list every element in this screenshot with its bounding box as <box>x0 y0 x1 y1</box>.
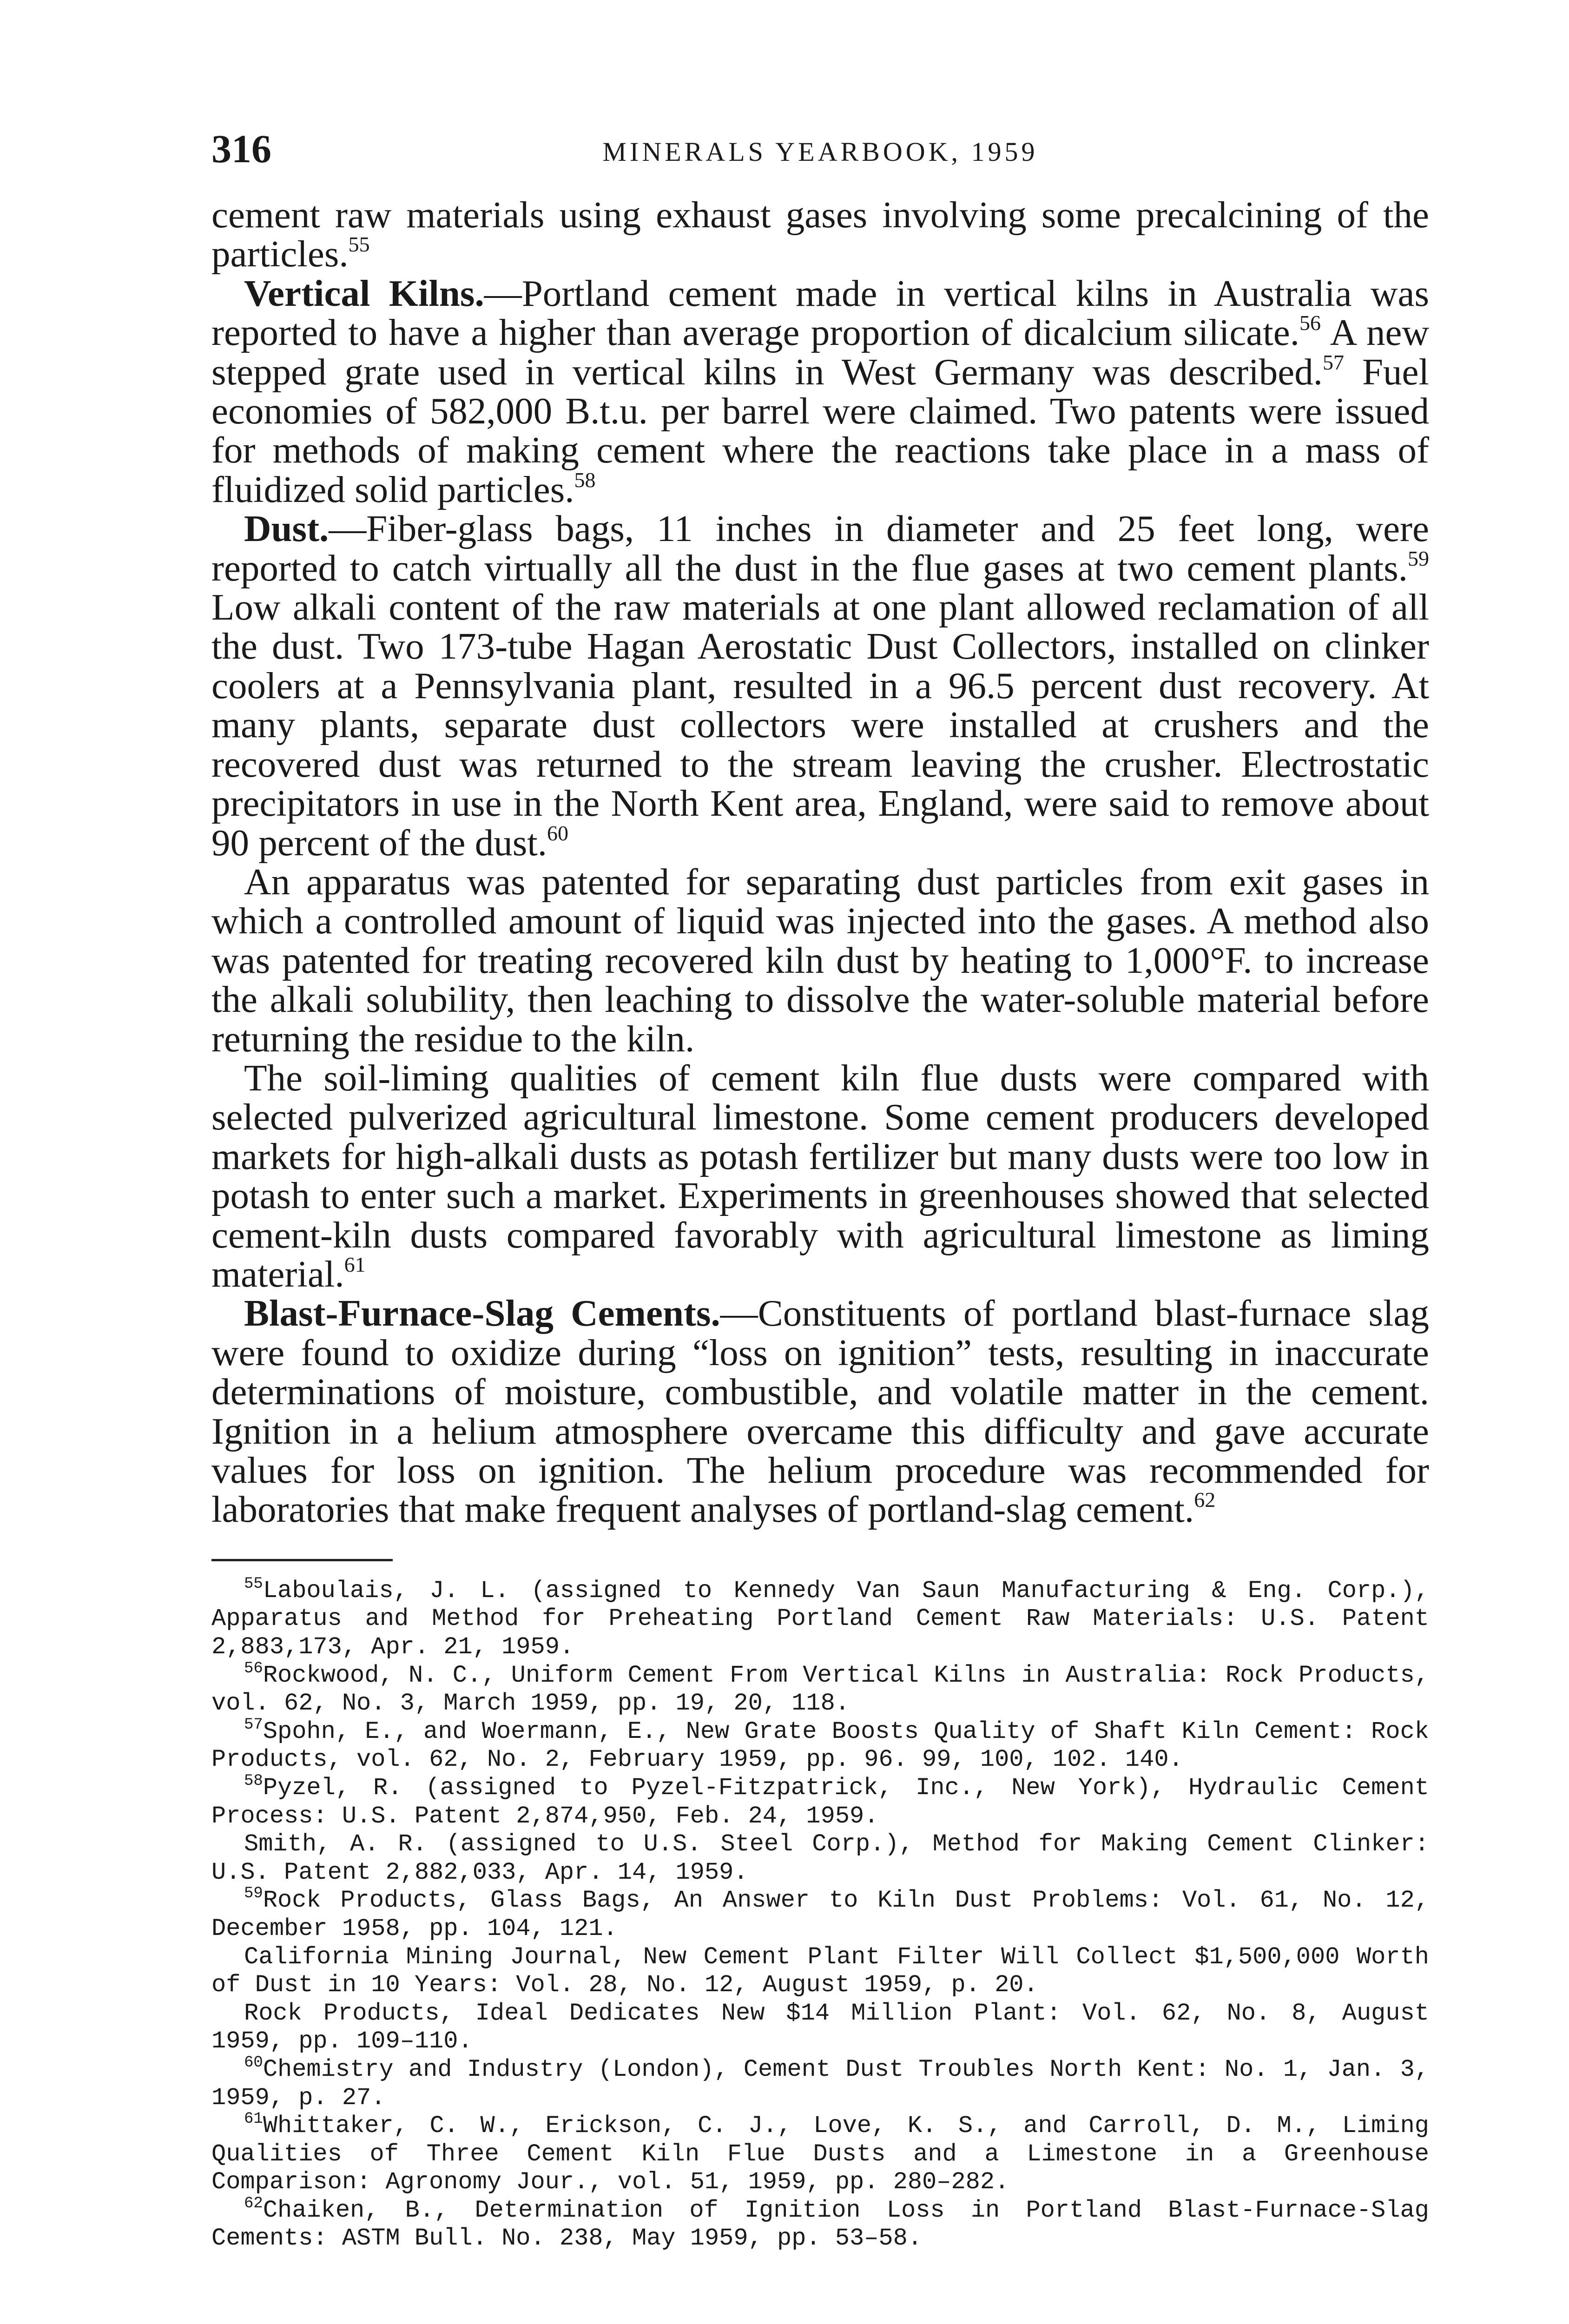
footnote-reference[interactable]: 60 <box>547 821 569 845</box>
footnote-number: 61 <box>244 2110 263 2128</box>
footnote-text: Chemistry and Industry (London), Cement Dust Troubles North Kent: No. 1, Jan. 3, 1959, p. 27. <box>211 2055 1429 2112</box>
paragraph-text: An apparatus was patented for separating dust particles from exit gases in which a controlled amount of liquid was injected into the gases. A method also was patented for treating recovered kiln dust by heating to 1,000°F. to increase the alkali solubility, then leaching to dissolve the water-soluble material before returning the residue to the kiln. <box>211 860 1429 1060</box>
footnote-reference[interactable]: 62 <box>1194 1488 1216 1512</box>
footnote-number: 58 <box>244 1772 263 1790</box>
footnote <box>211 1830 1429 1887</box>
footnote-text: Laboulais, J. L. (assigned to Kennedy Van Saun Manufacturing & Eng. Corp.), Apparatus and Method for Preheating Portland Cement Raw Materials: U.S. Patent 2,883,173, Apr. 21, 1959. <box>211 1577 1429 1661</box>
run-in-heading: Blast-Furnace-Slag Cements. <box>244 1292 720 1334</box>
paragraph-text: —Portland cement made in vertical kilns in Australia was reported to have a higher than average proportion of dicalcium silicate. <box>211 272 1429 354</box>
footnotes <box>211 1577 1429 2253</box>
body-text <box>211 195 1429 1529</box>
body-paragraph <box>211 509 1429 862</box>
footnote-reference[interactable]: 57 <box>1322 350 1344 374</box>
footnote-text: Rock Products, Ideal Dedicates New $14 Million Plant: Vol. 62, No. 8, August 1959, pp. 109–110. <box>211 1999 1429 2055</box>
body-paragraph <box>211 1294 1429 1529</box>
footnote-number: 56 <box>244 1659 263 1677</box>
paragraph-text: A new stepped grate used in vertical kilns in West Germany was described. <box>211 311 1429 393</box>
footnote-text: Spohn, E., and Woermann, E., New Grate Boosts Quality of Shaft Kiln Cement: Rock Products, vol. 62, No. 2, February 1959, pp. 96. 99, 100, 102. 140. <box>211 1717 1429 1774</box>
footnote-reference[interactable]: 55 <box>348 232 370 257</box>
footnote <box>211 1774 1429 1830</box>
footnote <box>211 1659 1429 1718</box>
footnote <box>211 2053 1429 2112</box>
paragraph-text: Fuel economies of 582,000 B.t.u. per barrel were claimed. Two patents were issued for methods of making cement where the reactions take place in a mass of fluidized solid particles. <box>211 350 1429 510</box>
footnote-text: Rock Products, Glass Bags, An Answer to Kiln Dust Problems: Vol. 61, No. 12, December 1958, pp. 104, 121. <box>211 1887 1429 1942</box>
footnote <box>211 2194 1429 2253</box>
footnote <box>211 1718 1429 1774</box>
footnote-number: 55 <box>244 1575 263 1593</box>
paragraph-text: —Fiber-glass bags, 11 inches in diameter and 25 feet long, were reported to catch virtually all the dust in the flue gases at two cement plants. <box>211 508 1429 589</box>
footnote-number: 60 <box>244 2053 263 2072</box>
footnote-reference[interactable]: 61 <box>344 1252 366 1276</box>
footnote <box>211 2112 1429 2197</box>
footnote-text: Pyzel, R. (assigned to Pyzel-Fitzpatrick, Inc., New York), Hydraulic Cement Process: U.S. Patent 2,874,950, Feb. 24, 1959. <box>211 1774 1429 1830</box>
footnote-number: 59 <box>244 1885 263 1903</box>
footnote <box>211 1943 1429 2000</box>
footnote-text: Whittaker, C. W., Erickson, C. J., Love, K. S., and Carroll, D. M., Liming Qualities of Three Cement Kiln Flue Dusts and a Limestone in a Greenhouse Comparison: Agronomy Jour., vol. 51, 1959, pp. 280–282. <box>211 2112 1429 2196</box>
footnote-reference[interactable]: 56 <box>1299 311 1321 335</box>
paragraph-text: The soil-liming qualities of cement kiln flue dusts were compared with selected pulverized agricultural limestone. Some cement producers developed markets for high-alkali dusts as potash fertilizer but many dusts were too low in potash to enter such a market. Experiments in greenhouses showed that selected cement-kiln dusts compared favorably with agricultural limestone as liming material. <box>211 1056 1429 1295</box>
paragraph-text: —Constituents of portland blast-furnace slag were found to oxidize during “loss on ignition” tests, resulting in inaccurate determinations of moisture, combustible, and volatile matter in the cement. Ignition in a helium atmosphere overcame this difficulty and gave accurate values for loss on ignition. The helium procedure was recommended for laboratories that make frequent analyses of portland-slag cement. <box>211 1292 1429 1531</box>
page <box>211 125 1429 2253</box>
run-in-heading: Vertical Kilns. <box>244 272 484 314</box>
page-number: 316 <box>211 126 271 171</box>
footnote <box>211 2000 1429 2056</box>
run-in-heading: Dust. <box>244 508 329 550</box>
paragraph-text: cement raw materials using exhaust gases involving some precalcining of the particles. <box>211 194 1429 275</box>
running-head <box>211 125 1429 177</box>
body-paragraph <box>211 274 1429 509</box>
footnote-reference[interactable]: 58 <box>574 468 596 492</box>
footnote <box>211 1887 1429 1943</box>
footnote-number: 62 <box>244 2194 263 2212</box>
footnote-text: Smith, A. R. (assigned to U.S. Steel Corp.), Method for Making Cement Clinker: U.S. Patent 2,882,033, Apr. 14, 1959. <box>211 1830 1429 1886</box>
footnote-rule <box>211 1559 393 1561</box>
body-paragraph <box>211 1058 1429 1294</box>
footnote-number: 57 <box>244 1716 263 1734</box>
paragraph-text: Low alkali content of the raw materials at one plant allowed reclamation of all the dust. Two 173-tube Hagan Aerostatic Dust Collectors, installed on clinker coolers at a Pennsylvania plant, resulted in a 96.5 percent dust recovery. At many plants, separate dust collectors were installed at crushers and the recovered dust was returned to the stream leaving the crusher. Electrostatic precipitators in use in the North Kent area, England, were said to remove about 90 percent of the dust. <box>211 586 1429 864</box>
running-head-title: MINERALS YEARBOOK, 1959 <box>602 137 1038 167</box>
footnote <box>211 1577 1429 1662</box>
footnote-text: Rockwood, N. C., Uniform Cement From Vertical Kilns in Australia: Rock Products, vol. 62, No. 3, March 1959, pp. 19, 20, 118. <box>211 1661 1429 1717</box>
footnote-text: California Mining Journal, New Cement Plant Filter Will Collect $1,500,000 Worth of Dust in 10 Years: Vol. 28, No. 12, August 1959, p. 20. <box>211 1943 1429 1999</box>
body-paragraph <box>211 862 1429 1058</box>
body-paragraph <box>211 195 1429 274</box>
footnote-reference[interactable]: 59 <box>1408 546 1429 570</box>
footnote-text: Chaiken, B., Determination of Ignition Loss in Portland Blast-Furnace-Slag Cements: ASTM Bull. No. 238, May 1959, pp. 53–58. <box>211 2196 1429 2252</box>
